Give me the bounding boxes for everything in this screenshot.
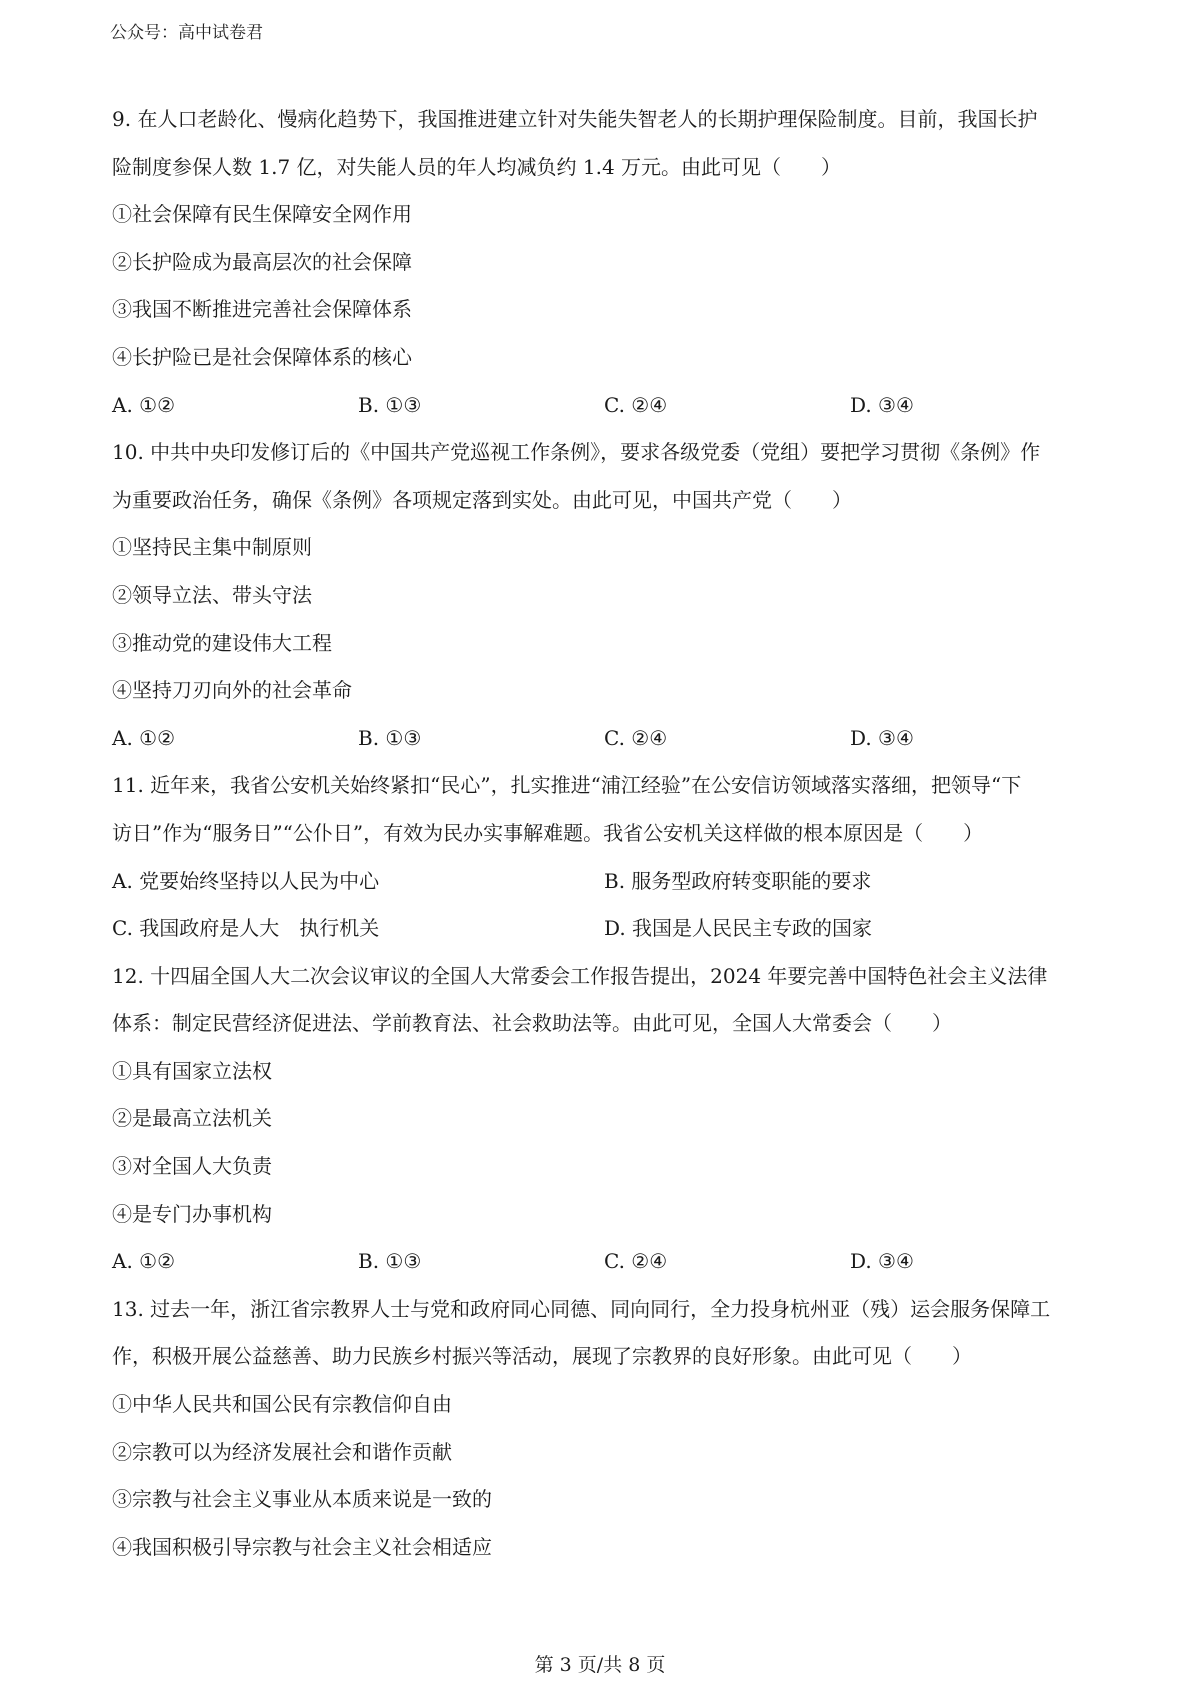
option-b: B. ①③ — [358, 1249, 422, 1274]
statement-4: ④我国积极引导宗教与社会主义社会相适应 — [112, 1534, 492, 1559]
statement-4: ④是专门办事机构 — [112, 1201, 272, 1226]
option-c: C. ②④ — [604, 392, 668, 417]
option-b: B. ①③ — [358, 392, 422, 417]
statement-1: ①具有国家立法权 — [112, 1058, 272, 1083]
question-stem-line: 为重要政治任务，确保《条例》各项规定落到实处。由此可见，中国共产党（ ） — [112, 487, 852, 512]
statement-2: ②宗教可以为经济发展社会和谐作贡献 — [112, 1439, 452, 1464]
page-header: 公众号：高中试卷君 — [110, 23, 263, 43]
question-stem-line: 作，积极开展公益慈善、助力民族乡村振兴等活动，展现了宗教界的良好形象。由此可见（ ） — [112, 1344, 972, 1369]
statement-1: ①坚持民主集中制原则 — [112, 535, 312, 560]
answer-options — [112, 382, 1097, 430]
statement-4: ④长护险已是社会保障体系的核心 — [112, 344, 412, 369]
option-a: A. ①② — [112, 725, 176, 750]
statement-3: ③对全国人大负责 — [112, 1154, 272, 1179]
option-a: A. ①② — [112, 1249, 176, 1274]
answer-options-row-2 — [112, 905, 1097, 953]
statement-2: ②长护险成为最高层次的社会保障 — [112, 249, 412, 274]
question-stem-line: 13. 过去一年，浙江省宗教界人士与党和政府同心同德、同向同行，全力投身杭州亚（残）运会服务保障工 — [112, 1296, 1051, 1321]
question-12 — [112, 953, 1097, 1286]
statement-3: ③推动党的建设伟大工程 — [112, 630, 332, 655]
question-stem-line: 10. 中共中央印发修订后的《中国共产党巡视工作条例》，要求各级党委（党组）要把学习贯彻《条例》作 — [112, 440, 1041, 465]
option-c: C. ②④ — [604, 725, 668, 750]
statement-1: ①中华人民共和国公民有宗教信仰自由 — [112, 1392, 452, 1417]
question-stem-line: 访日”作为“服务日”“公仆日”，有效为民办实事解难题。我省公安机关这样做的根本原因是（ ） — [112, 820, 984, 845]
answer-options — [112, 1238, 1097, 1286]
question-stem-line: 9. 在人口老龄化、慢病化趋势下，我国推进建立针对失能失智老人的长期护理保险制度。目前，我国长护 — [112, 107, 1038, 131]
option-a: A. ①② — [112, 392, 176, 417]
question-list — [112, 96, 1097, 1571]
answer-options-row-1 — [112, 858, 1097, 906]
question-stem-line: 险制度参保人数 1.7 亿，对失能人员的年人均减负约 1.4 万元。由此可见（ ） — [112, 154, 842, 179]
option-d: D. ③④ — [850, 725, 914, 750]
question-stem-line: 体系：制定民营经济促进法、学前教育法、社会救助法等。由此可见，全国人大常委会（ ） — [112, 1011, 952, 1036]
option-d: D. 我国是人民民主专政的国家 — [604, 916, 873, 941]
statement-1: ①社会保障有民生保障安全网作用 — [112, 202, 412, 227]
option-b: B. ①③ — [358, 725, 422, 750]
option-d: D. ③④ — [850, 392, 914, 417]
statement-3: ③我国不断推进完善社会保障体系 — [112, 297, 412, 322]
question-stem-line: 12. 十四届全国人大二次会议审议的全国人大常委会工作报告提出，2024 年要完善中国特色社会主义法律 — [112, 963, 1048, 988]
option-b: B. 服务型政府转变职能的要求 — [604, 868, 872, 893]
page-number: 第 3 页/共 8 页 — [534, 1654, 666, 1676]
question-9 — [112, 96, 1097, 429]
option-d: D. ③④ — [850, 1249, 914, 1274]
statement-2: ②是最高立法机关 — [112, 1106, 272, 1131]
answer-options — [112, 715, 1097, 763]
question-stem-line: 11. 近年来，我省公安机关始终紧扣“民心”，扎实推进“浦江经验”在公安信访领域落实落细，把领导“下 — [112, 773, 1022, 798]
statement-2: ②领导立法、带头守法 — [112, 582, 312, 607]
question-10 — [112, 429, 1097, 762]
question-11 — [112, 762, 1097, 952]
question-13 — [112, 1286, 1097, 1572]
option-c: C. ②④ — [604, 1249, 668, 1274]
option-c: C. 我国政府是人大 执行机关 — [112, 916, 380, 941]
statement-4: ④坚持刀刃向外的社会革命 — [112, 678, 352, 703]
statement-3: ③宗教与社会主义事业从本质来说是一致的 — [112, 1487, 492, 1512]
option-a: A. 党要始终坚持以人民为中心 — [112, 868, 380, 893]
